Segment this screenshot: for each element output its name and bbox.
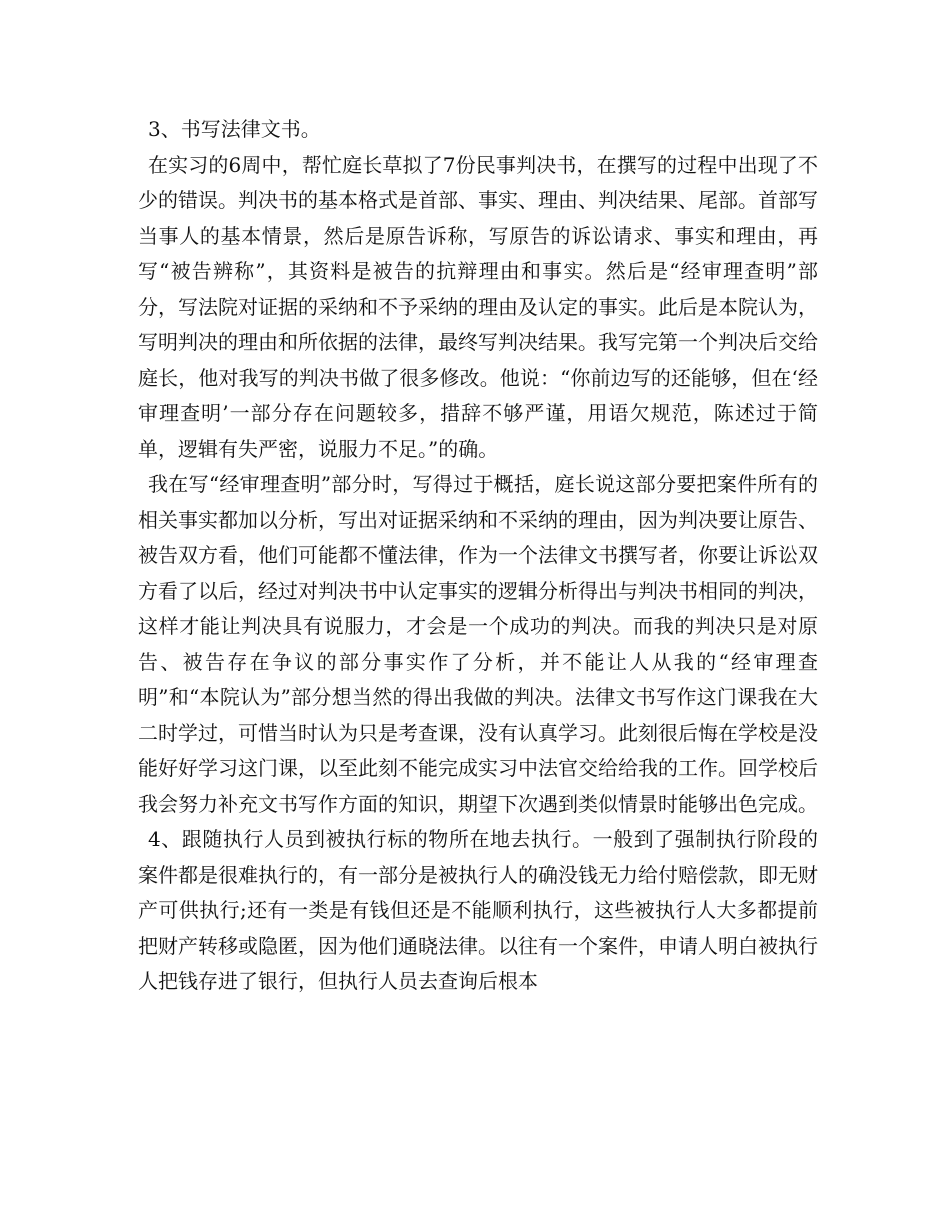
section-heading-3: 3、书写法律文书。: [148, 117, 321, 141]
body-paragraph-1: 在实习的6周中，帮忙庭长草拟了7份民事判决书，在撰写的过程中出现了不少的错误。判决书的基本格式是首部、事实、理由、判决结果、尾部。首部写当事人的基本情景，然后是原告诉称，写原告的诉讼请求、事实和理由，再写“被告辨称”，其资料是被告的抗辩理由和事实。然后是“经审理查明”部分，写法院对证据的采纳和不予采纳的理由及认定的事实。此后是本院认为，写明判决的理由和所依据的法律，最终写判决结果。我写完第一个判决后交给庭长，他对我写的判决书做了很多修改。他说：“你前边写的还能够，但在‘经审理查明’一部分存在问题较多，措辞不够严谨，用语欠规范，陈述过于简单，逻辑有失严密，说服力不足。”的确。: [138, 152, 818, 461]
document-page: [138, 112, 818, 1000]
body-paragraph-2: 我在写“经审理查明”部分时，写得过于概括，庭长说这部分要把案件所有的相关事实都加以分析，写出对证据采纳和不采纳的理由，因为判决要让原告、被告双方看，他们可能都不懂法律，作为一个法律文书撰写者，你要让诉讼双方看了以后，经过对判决书中认定事实的逻辑分析得出与判决书相同的判决，这样才能让判决具有说服力，才会是一个成功的判决。而我的判决只是对原告、被告存在争议的部分事实作了分析，并不能让人从我的“经审理查明”和“本院认为”部分想当然的得出我做的判决。法律文书写作这门课我在大二时学过，可惜当时认为只是考查课，没有认真学习。此刻很后悔在学校是没能好好学习这门课，以至此刻不能完成实习中法官交给给我的工作。回学校后我会努力补充文书写作方面的知识，期望下次遇到类似情景时能够出色完成。: [138, 472, 818, 816]
body-paragraph-3: 4、跟随执行人员到被执行标的物所在地去执行。一般到了强制执行阶段的案件都是很难执行的，有一部分是被执行人的确没钱无力给付赔偿款，即无财产可供执行;还有一类是有钱但还是不能顺利执行，这些被执行人大多都提前把财产转移或隐匿，因为他们通晓法律。以往有一个案件，申请人明白被执行人把钱存进了银行，但执行人员去查询后根本: [138, 827, 818, 993]
